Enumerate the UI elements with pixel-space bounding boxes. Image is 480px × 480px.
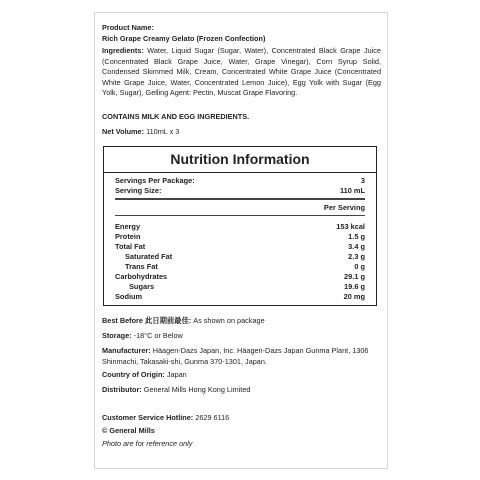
storage-value: -18°C or Below <box>133 331 183 340</box>
serving-size-label: Serving Size: <box>115 186 162 195</box>
nutrient-value: 2.3 g <box>348 252 365 261</box>
hotline-value: 2629 6116 <box>195 413 230 422</box>
per-serving-label: Per Serving <box>323 203 365 212</box>
nutrient-value: 0 g <box>354 262 365 271</box>
net-volume-block <box>102 127 381 138</box>
storage-label: Storage: <box>102 331 132 340</box>
nutrient-row <box>115 242 365 251</box>
allergen-statement: CONTAINS MILK AND EGG INGREDIENTS. <box>102 112 250 121</box>
nutrient-row <box>115 262 365 271</box>
origin-value: Japan <box>166 370 187 379</box>
product-name-label: Product Name: <box>102 23 154 32</box>
storage-block <box>102 331 381 342</box>
hotline-block <box>102 413 381 424</box>
nutrient-label: Energy <box>115 222 141 231</box>
nutrient-label: Carbohydrates <box>115 272 168 281</box>
nutrient-row <box>115 292 365 301</box>
nutrient-value: 1.5 g <box>348 232 365 241</box>
per-serving-header <box>115 203 365 212</box>
nutrient-row <box>115 232 365 241</box>
nutrient-value: 19.6 g <box>344 282 365 291</box>
nutrient-label: Sodium <box>115 292 143 301</box>
distributor-label: Distributor: <box>102 385 142 394</box>
ingredients-label: Ingredients: <box>102 46 144 55</box>
manufacturer-label: Manufacturer: <box>102 346 151 355</box>
product-name-block <box>102 23 381 44</box>
disclaimer-text: Photo are for reference only <box>102 439 193 448</box>
servings-per-package-value: 3 <box>360 176 365 185</box>
nutrient-label: Sugars <box>129 282 155 291</box>
nutrient-row <box>115 282 365 291</box>
nutrient-label: Total Fat <box>115 242 146 251</box>
origin-block <box>102 370 381 381</box>
best-before-label: Best Before 此日期前最佳: <box>102 316 192 325</box>
nutrient-value: 20 mg <box>343 292 365 301</box>
nutrition-title: Nutrition Information <box>170 151 310 167</box>
net-volume-value: 110mL x 3 <box>146 127 180 136</box>
nutrient-row <box>115 252 365 261</box>
product-name-value: Rich Grape Creamy Gelato (Frozen Confection) <box>102 33 266 43</box>
nutrient-label: Trans Fat <box>125 262 158 271</box>
servings-per-package-row <box>115 176 365 185</box>
nutrient-value: 29.1 g <box>344 272 365 281</box>
manufacturer-block <box>102 346 381 367</box>
manufacturer-value: Häagen-Dazs Japan, Inc. Häagen-Dazs Japan Gunma Plant, 1306 Shinmachi, Takasaki-shi, Gunma 370-1301, Japan. <box>102 346 369 366</box>
nutrient-value: 153 kcal <box>336 222 365 231</box>
serving-size-row <box>115 186 365 195</box>
nutrition-divider-thick <box>115 198 365 200</box>
serving-size-value: 110 mL <box>339 186 365 195</box>
hotline-label: Customer Service Hotline: <box>102 413 194 422</box>
ingredients-value: Water, Liquid Sugar (Sugar, Water), Concentrated Black Grape Juice (Concentrated Black Grape Juice, Water, Grape Vinegar), Corn Syrup Solid, Condensed Skimmed Milk, Cream, Concentrated White Grape Juice (Concentrated White Grape Juice, Water, Concentrated Lemon Juice), Egg Yolk with Sugar (Egg Yolk, Sugar), Gelling Agent: Pectin, Muscat Grape Flavoring. <box>102 46 381 98</box>
ingredients-block <box>102 46 381 99</box>
nutrient-label: Saturated Fat <box>125 252 173 261</box>
distributor-value: General Mills Hong Kong Limited <box>143 385 251 394</box>
product-info-panel <box>94 12 388 469</box>
nutrient-value: 3.4 g <box>348 242 365 251</box>
servings-per-package-label: Servings Per Package: <box>115 176 195 185</box>
nutrient-label: Protein <box>115 232 141 241</box>
nutrition-table <box>103 146 377 306</box>
nutrient-row <box>115 222 365 231</box>
copyright-text: © General Mills <box>102 426 155 435</box>
best-before-value: As shown on package <box>193 316 265 325</box>
nutrition-title-divider <box>104 172 376 173</box>
net-volume-label: Net Volume: <box>102 127 145 136</box>
best-before-block <box>102 316 381 327</box>
nutrient-row <box>115 272 365 281</box>
distributor-block <box>102 385 381 396</box>
nutrition-divider-thin <box>115 215 365 216</box>
origin-label: Country of Origin: <box>102 370 165 379</box>
